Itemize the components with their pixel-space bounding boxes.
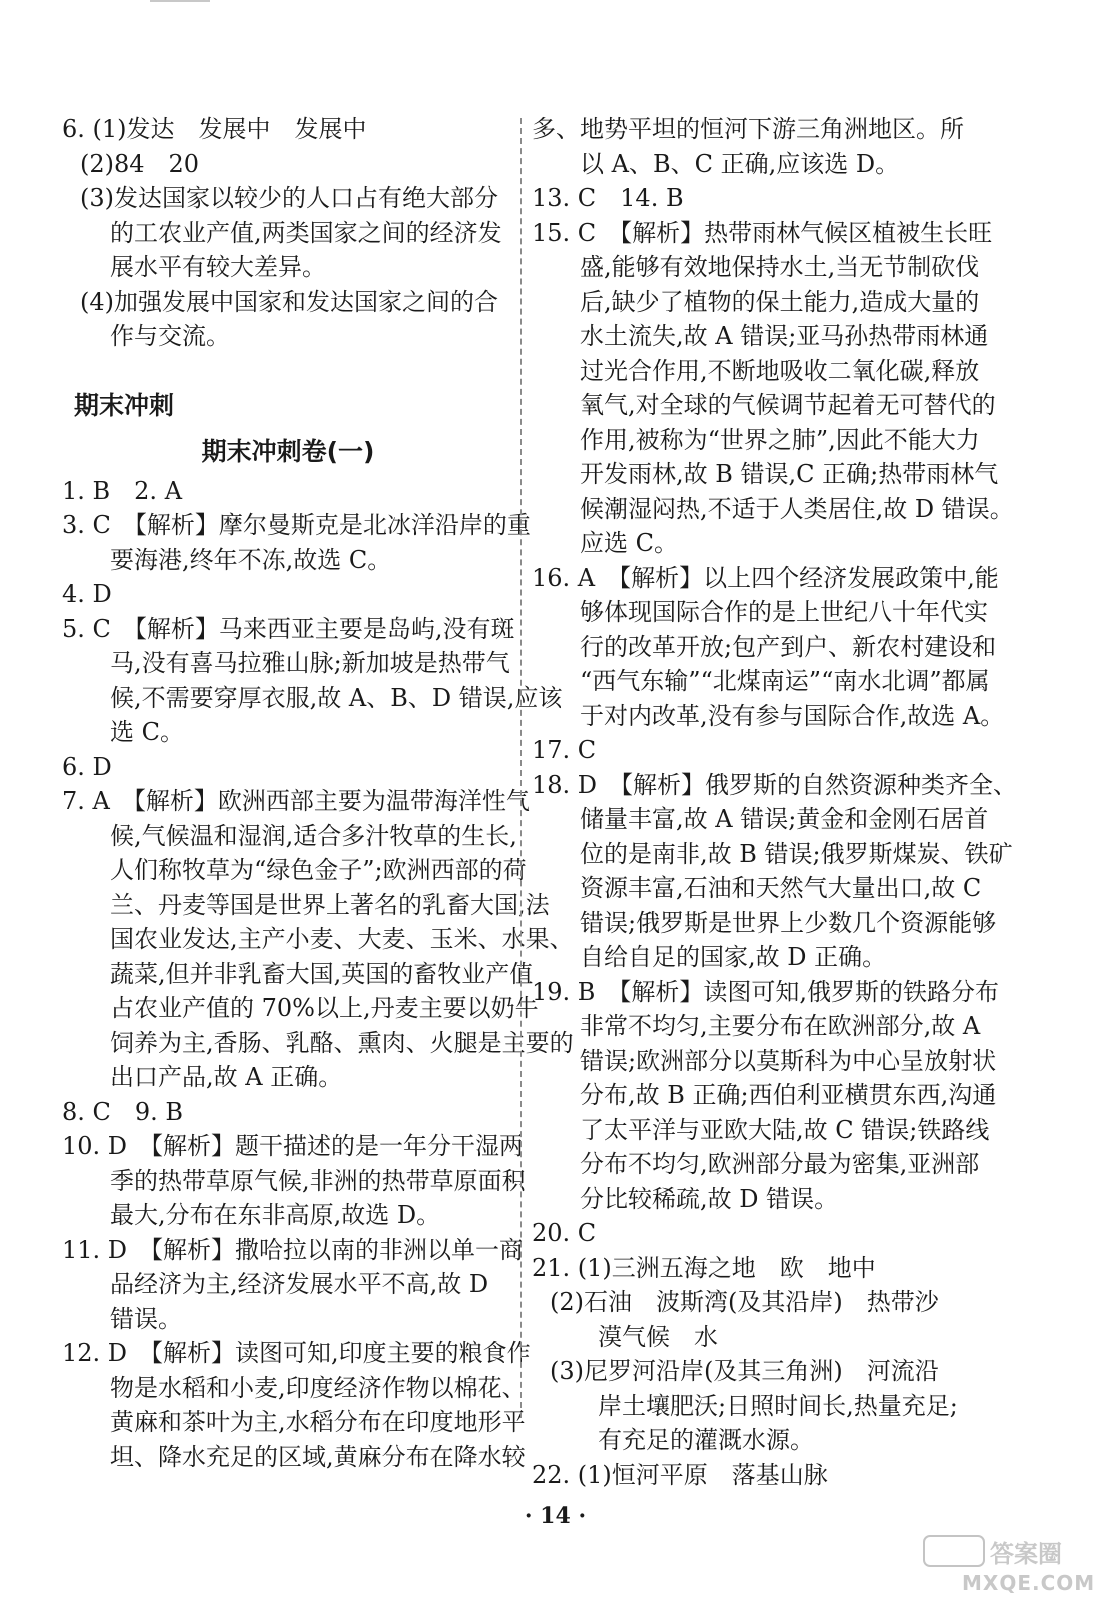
answer-line: 21. (1)三洲五海之地 欧 地中 bbox=[532, 1253, 876, 1282]
answer-line: 选 C。 bbox=[110, 718, 184, 746]
answer-line: 资源丰富,石油和天然气大量出口,故 C bbox=[580, 874, 982, 902]
answer-line: 漠气候 水 bbox=[598, 1322, 718, 1351]
answer-line: 15. C 【解析】热带雨林气候区植被生长旺 bbox=[532, 218, 993, 247]
answer-line: 行的改革开放;包产到户、新农村建设和 bbox=[580, 632, 997, 661]
watermark-url: MXQE.COM bbox=[962, 1571, 1096, 1594]
answer-line: 错误;欧洲部分以莫斯科为中心呈放射状 bbox=[580, 1046, 997, 1075]
answer-line: 品经济为主,经济发展水平不高,故 D bbox=[110, 1270, 489, 1298]
answer-line: 物是水稻和小麦,印度经济作物以棉花、 bbox=[110, 1373, 526, 1402]
answer-line: 氧气,对全球的气候调节起着无可替代的 bbox=[580, 391, 996, 419]
answer-line: 分布,故 B 正确;西伯利亚横贯东西,沟通 bbox=[580, 1081, 997, 1109]
answer-line: 非常不均匀,主要分布在欧洲部分,故 A bbox=[580, 1012, 981, 1040]
answer-line: 后,缺少了植物的保土能力,造成大量的 bbox=[580, 287, 980, 316]
answer-line: 了太平洋与亚欧大陆,故 C 错误;铁路线 bbox=[580, 1115, 990, 1144]
answer-line: 国农业发达,主产小麦、大麦、玉米、水果、 bbox=[110, 925, 574, 953]
answer-line: 3. C 【解析】摩尔曼斯克是北冰洋沿岸的重 bbox=[62, 511, 531, 539]
answer-line: (2)石油 波斯湾(及其沿岸) 热带沙 bbox=[550, 1288, 939, 1316]
answer-line: 6. D bbox=[62, 752, 112, 781]
answer-line: 1. B 2. A bbox=[62, 476, 183, 505]
answer-line: 候潮湿闷热,不适于人类居住,故 D 错误。 bbox=[580, 494, 1014, 523]
answer-line: 盛,能够有效地保持水土,当无节制砍伐 bbox=[580, 253, 980, 281]
answer-line: 马,没有喜马拉雅山脉;新加坡是热带气 bbox=[110, 649, 510, 677]
answer-line: 6. (1)发达 发展中 发展中 bbox=[62, 115, 367, 143]
answer-line: 16. A 【解析】以上四个经济发展政策中,能 bbox=[532, 563, 999, 592]
answer-line: 7. A 【解析】欧洲西部主要为温带海洋性气 bbox=[62, 787, 530, 815]
answer-line: 占农业产值的 70%以上,丹麦主要以奶牛 bbox=[110, 994, 539, 1022]
answer-line: 分布不均匀,欧洲部分最为密集,亚洲部 bbox=[580, 1150, 980, 1178]
answer-line: 储量丰富,故 A 错误;黄金和金刚石居首 bbox=[580, 805, 989, 833]
answer-line: 11. D 【解析】撒哈拉以南的非洲以单一商 bbox=[62, 1235, 524, 1264]
answer-line: 10. D 【解析】题干描述的是一年分干湿两 bbox=[62, 1132, 524, 1160]
answer-line: (3)发达国家以较少的人口占有绝大部分 bbox=[80, 184, 498, 212]
answer-line: 有充足的灌溉水源。 bbox=[598, 1426, 814, 1454]
answer-line: 季的热带草原气候,非洲的热带草原面积 bbox=[110, 1166, 526, 1195]
answer-line: 19. B 【解析】读图可知,俄罗斯的铁路分布 bbox=[532, 977, 1000, 1006]
answer-line: 出口产品,故 A 正确。 bbox=[110, 1063, 343, 1091]
answer-line: 作用,被称为“世界之肺”,因此不能大力 bbox=[580, 425, 980, 454]
answer-line: 12. D 【解析】读图可知,印度主要的粮食作 bbox=[62, 1339, 531, 1367]
answer-line: 错误;俄罗斯是世界上少数几个资源能够 bbox=[580, 908, 997, 937]
answer-line: 以 A、B、C 正确,应该选 D。 bbox=[580, 149, 900, 178]
answer-line: 够体现国际合作的是上世纪八十年代实 bbox=[580, 598, 988, 626]
answer-line: 错误。 bbox=[110, 1304, 182, 1333]
answer-line: 多、地势平坦的恒河下游三角洲地区。所 bbox=[532, 115, 964, 143]
paper-title: 期末冲刺卷(一) bbox=[201, 436, 375, 466]
answer-line: 13. C 14. B bbox=[532, 184, 684, 212]
answer-line: 自给自足的国家,故 D 正确。 bbox=[580, 943, 887, 971]
answer-line: 兰、丹麦等国是世界上著名的乳畜大国,法 bbox=[110, 890, 550, 919]
answer-line: (4)加强发展中国家和发达国家之间的合 bbox=[80, 287, 498, 316]
answer-line: 蔬菜,但并非乳畜大国,英国的畜牧业产值 bbox=[110, 959, 534, 988]
answer-line: 展水平有较大差异。 bbox=[110, 253, 326, 281]
answer-line: 过光合作用,不断地吸收二氧化碳,释放 bbox=[580, 356, 980, 385]
answer-line: 20. C bbox=[532, 1219, 597, 1247]
answer-line: 最大,分布在东非高原,故选 D。 bbox=[110, 1201, 441, 1229]
answer-line: 岸土壤肥沃;日照时间长,热量充足; bbox=[598, 1391, 958, 1420]
watermark-logo bbox=[922, 1534, 1097, 1594]
answer-line: 22. (1)恒河平原 落基山脉 bbox=[532, 1460, 828, 1489]
answer-line: 应选 C。 bbox=[580, 529, 678, 557]
q6-answer-block bbox=[62, 112, 514, 354]
answer-line: 人们称牧草为“绿色金子”;欧洲西部的荷 bbox=[110, 856, 527, 884]
answer-line: 的工农业产值,两类国家之间的经济发 bbox=[110, 218, 502, 247]
answer-line: 位的是南非,故 B 错误;俄罗斯煤炭、铁矿 bbox=[580, 839, 1013, 868]
answer-line: 8. C 9. B bbox=[62, 1097, 184, 1126]
answer-line: 候,不需要穿厚衣服,故 A、B、D 错误,应该 bbox=[110, 683, 563, 712]
answer-line: “西气东输”“北煤南运”“南水北调”都属 bbox=[580, 667, 990, 695]
watermark-title: 答案圈 bbox=[990, 1540, 1062, 1568]
answer-line: 分比较稀疏,故 D 错误。 bbox=[580, 1184, 839, 1213]
answer-line: 18. D 【解析】俄罗斯的自然资源种类齐全、 bbox=[532, 770, 1018, 799]
answer-line: 坦、降水充足的区域,黄麻分布在降水较 bbox=[110, 1442, 526, 1471]
answer-line: 17. C bbox=[532, 736, 597, 764]
right-column bbox=[532, 112, 1057, 1492]
answer-line: 4. D bbox=[62, 580, 112, 608]
answer-line: (3)尼罗河沿岸(及其三角洲) 河流沿 bbox=[550, 1357, 939, 1385]
answer-line: 开发雨林,故 B 错误,C 正确;热带雨林气 bbox=[580, 460, 999, 488]
answer-line: 于对内改革,没有参与国际合作,故选 A。 bbox=[580, 701, 1005, 730]
page-number: · 14 · bbox=[524, 1503, 587, 1529]
column-divider bbox=[520, 118, 522, 1418]
answer-line: 饲养为主,香肠、乳酪、熏肉、火腿是主要的 bbox=[110, 1028, 574, 1057]
section-title: 期末冲刺 bbox=[74, 390, 175, 420]
answer-line: 候,气候温和湿润,适合多汁牧草的生长, bbox=[110, 821, 517, 850]
answer-line: 作与交流。 bbox=[110, 322, 230, 350]
answer-line: 5. C 【解析】马来西亚主要是岛屿,没有斑 bbox=[62, 614, 515, 643]
answer-line: (2)84 20 bbox=[80, 149, 200, 178]
answer-line: 黄麻和茶叶为主,水稻分布在印度地形平 bbox=[110, 1408, 526, 1436]
answer-line: 要海港,终年不冻,故选 C。 bbox=[110, 545, 392, 574]
top-edge-mark bbox=[150, 0, 210, 8]
answer-line: 水土流失,故 A 错误;亚马孙热带雨林通 bbox=[580, 322, 989, 350]
